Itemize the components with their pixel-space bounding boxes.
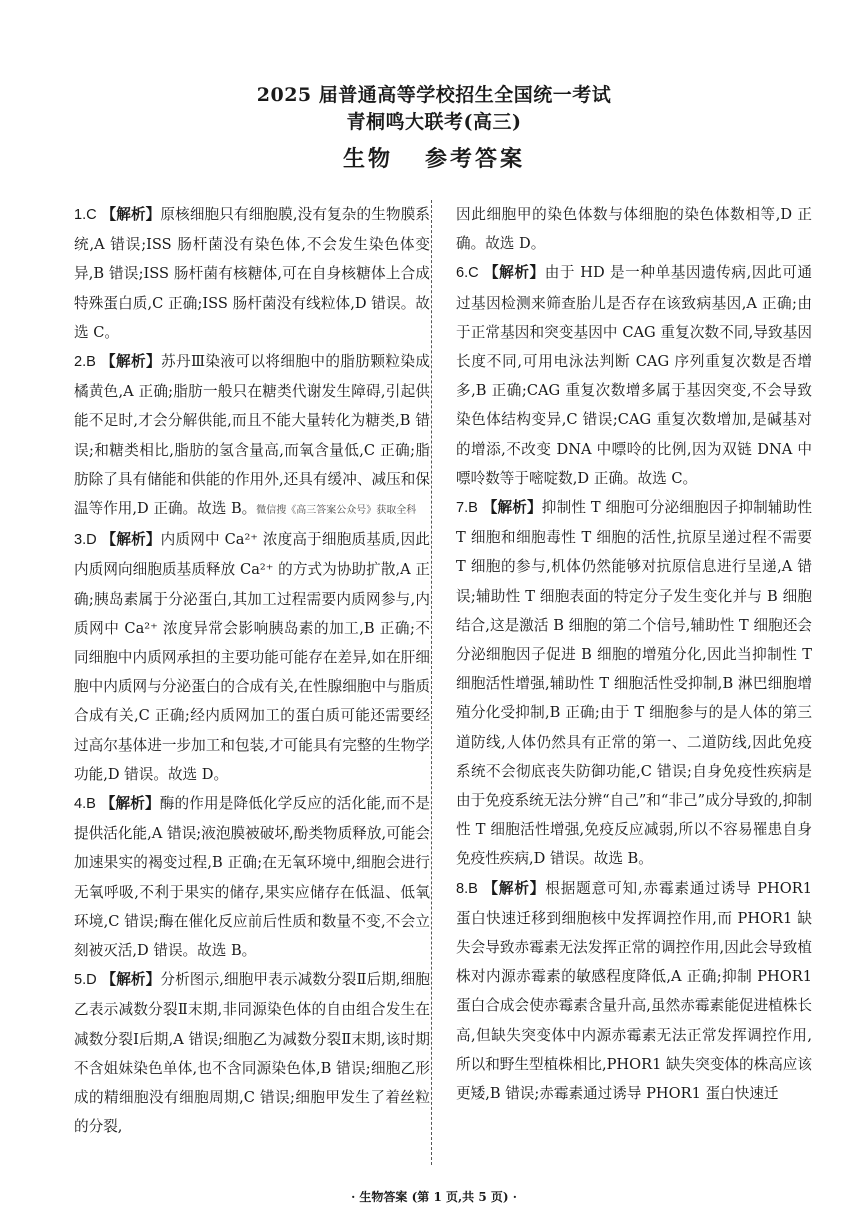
answer-number: 5.D bbox=[74, 972, 97, 989]
answer-text: 苏丹Ⅲ染液可以将细胞中的脂肪颗粒染成橘黄色,A 正确;脂肪一般只在糖类代谢发生障碍,引起供能不足时,才会分解供能,而且不能大量转化为糖类,B 错误;和糖类相比,脂肪的氢含量高,而氧含量低,C 正确;脂肪除了具有储能和供能的作用外,还具有缓冲、减压和保温等作用,D 正确。故选 B。 bbox=[74, 353, 430, 518]
left-column bbox=[74, 200, 430, 1142]
right-column bbox=[456, 200, 812, 1108]
answer-text: 原核细胞只有细胞膜,没有复杂的生物膜系统,A 错误;ISS 肠杆菌没有染色体,不会发生染色体变异,B 错误;ISS 肠杆菌有核糖体,可在自身核糖体上合成特殊蛋白质,C 正确;ISS 肠杆菌没有线粒体,D 错误。故选 C。 bbox=[74, 206, 431, 341]
answer-text: 根据题意可知,赤霉素通过诱导 PHOR1 蛋白快速迁移到细胞核中发挥调控作用,而 PHOR1 缺失会导致赤霉素无法发挥正常的调控作用,因此会导致植株对内源赤霉素的敏感程度降低,A 正确;抑制 PHOR1 蛋白合成会使赤霉素含量升高,虽然赤霉素能促进植株长高,但缺失突变体中内源赤霉素无法正常发挥调控作用,所以和野生型植株相比,PHOR1 缺失突变体的株高应该更矮,B 错误;赤霉素通过诱导 PHOR1 蛋白快速迁 bbox=[456, 879, 812, 1103]
answer-number: 7.B bbox=[456, 500, 478, 517]
answer-item-8 bbox=[456, 874, 812, 1109]
answer-number: 4.B bbox=[74, 796, 96, 813]
analysis-tag: 【解析】 bbox=[483, 879, 546, 897]
analysis-tag: 【解析】 bbox=[482, 499, 542, 517]
answer-item-2 bbox=[74, 347, 430, 525]
answer-text: 抑制性 T 细胞可分泌细胞因子抑制辅助性 T 细胞和细胞毒性 T 细胞的活性,抗原呈递过程不需要 T 细胞的参与,机体仍然能够对抗原信息进行呈递,A 错误;辅助性 T 细胞表面的特定分子发生变化并与 B 细胞结合,这是激活 B 细胞的第二个信号,辅助性 T 细胞还会分泌细胞因子促进 B 细胞的增殖分化,因此当抑制性 T 细胞活性增强,辅助性 T 细胞活性受抑制,B 淋巴细胞增殖分化受抑制,B 正确;由于 T 细胞参与的是人体的第三道防线,人体仍然具有正常的第一、二道防线,因此免疫系统不会彻底丧失防御功能,C 错误;自身免疫性疾病是由于免疫系统无法分辨“自己”和“非己”成分导致的,抑制性 T 细胞活性增强,免疫反应减弱,所以不容易罹患自身免疫性疾病,D 错误。故选 B。 bbox=[456, 499, 812, 868]
answer-item-5 bbox=[74, 965, 430, 1141]
analysis-tag: 【解析】 bbox=[101, 206, 161, 223]
analysis-tag: 【解析】 bbox=[483, 264, 545, 282]
answer-item-6 bbox=[456, 258, 812, 493]
answer-5-continuation: 因此细胞甲的染色体数与体细胞的染色体数相等,D 正确。故选 D。 bbox=[456, 206, 812, 253]
answer-text: 分析图示,细胞甲表示减数分裂Ⅱ后期,细胞乙表示减数分裂Ⅱ末期,非同源染色体的自由组合发生在减数分裂Ⅰ后期,A 错误;细胞乙为减数分裂Ⅱ末期,该时期不含姐妹染色单体,也不含同源染色体,B 错误;细胞乙形成的精细胞没有细胞周期,C 错误;细胞甲发生了着丝粒的分裂, bbox=[74, 971, 430, 1136]
analysis-tag: 【解析】 bbox=[100, 795, 160, 813]
answer-number: 6.C bbox=[456, 265, 479, 282]
page-header bbox=[0, 82, 868, 176]
answer-number: 3.D bbox=[74, 532, 97, 549]
answer-item-7 bbox=[456, 493, 812, 874]
column-divider bbox=[431, 200, 432, 1165]
exam-subtitle: 青桐鸣大联考(高三) bbox=[346, 111, 522, 133]
page-footer: · 生物答案 (第 1 页,共 5 页) · bbox=[351, 1190, 517, 1204]
analysis-tag: 【解析】 bbox=[100, 353, 161, 371]
analysis-tag: 【解析】 bbox=[101, 971, 161, 989]
answer-item-1 bbox=[74, 200, 430, 347]
answer-item-3 bbox=[74, 525, 430, 789]
answer-number: 2.B bbox=[74, 354, 96, 371]
answer-text: 内质网中 Ca²⁺ 浓度高于细胞质基质,因此内质网向细胞质基质释放 Ca²⁺ 的方式为协助扩散,A 正确;胰岛素属于分泌蛋白,其加工过程需要内质网参与,内质网中 Ca²⁺ 浓度异常会影响胰岛素的加工,B 正确;不同细胞中内质网承担的主要功能可能存在差异,如在肝细胞中内质网与分泌蛋白的合成有关,在性腺细胞中与脂质合成有关,C 正确;经内质网加工的蛋白质可能还需要经过高尔基体进一步加工和包装,才可能具有完整的生物学功能,D 错误。故选 D。 bbox=[74, 531, 430, 783]
answer-number: 1.C bbox=[74, 207, 97, 223]
answer-item-4 bbox=[74, 789, 430, 965]
subject-title: 生物 参考答案 bbox=[343, 146, 525, 172]
exam-title: 2025 届普通高等学校招生全国统一考试 bbox=[256, 84, 612, 106]
answer-number: 8.B bbox=[456, 880, 478, 897]
watermark-note: 微信搜《高三答案公众号》获取全科 bbox=[256, 505, 417, 517]
answer-text: 由于 HD 是一种单基因遗传病,因此可通过基因检测来筛查胎儿是否存在该致病基因,A 正确;由于正常基因和突变基因中 CAG 重复次数不同,导致基因长度不同,可用电泳法判断 CAG 序列重复次数是否增多,B 正确;CAG 重复次数增多属于基因突变,不会导致染色体结构变异,C 错误;CAG 重复次数增加,是碱基对的增添,不改变 DNA 中嘌呤的比例,因为双链 DNA 中嘌呤数等于嘧啶数,D 正确。故选 C。 bbox=[456, 264, 812, 487]
analysis-tag: 【解析】 bbox=[101, 531, 161, 549]
answer-text: 酶的作用是降低化学反应的活化能,而不是提供活化能,A 错误;液泡膜被破坏,酚类物质释放,可能会加速果实的褐变过程,B 正确;在无氧环境中,细胞会进行无氧呼吸,不利于果实的储存,果实应储存在低温、低氧环境,C 错误;酶在催化反应前后性质和数量不变,不会立刻被灭活,D 错误。故选 B。 bbox=[74, 795, 431, 960]
